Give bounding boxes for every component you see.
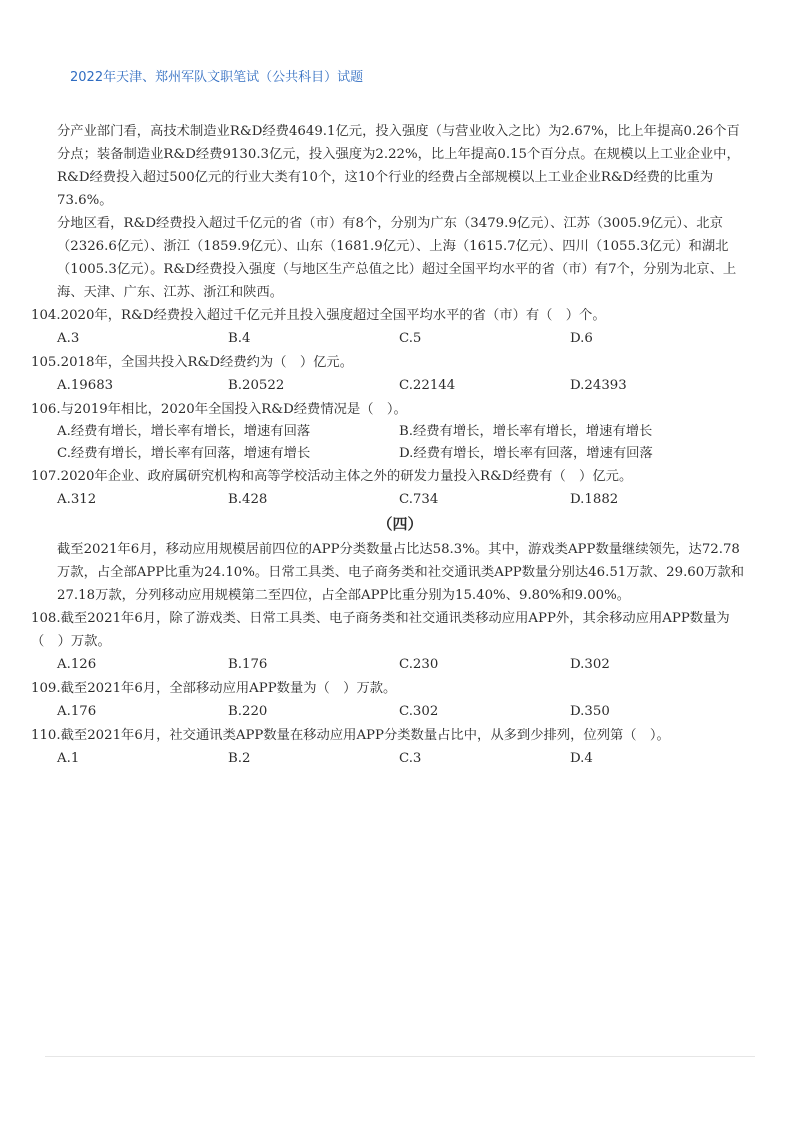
option-a: A.经费有增长，增长率有增长，增速有回落 [57,424,311,439]
option-c: C.230 [399,657,439,672]
section-4-paragraph: 截至2021年6月，移动应用规模居前四位的APP分类数量占比达58.3%。其中，游戏类APP数量继续领先，达72.78万款，占全部APP比重为24.10%。日常工具类、电子商务类和社交通讯类APP数量分别达46.51万款、29.60万款和27.18万款，分列移动应用规模第二至四位，占全部APP比重分别为15.40%、9.80%和9.00%。 [57,542,745,603]
option-d: D.1882 [570,492,619,507]
option-d: D.24393 [570,378,627,393]
option-b: B.428 [228,492,268,507]
option-a: A.19683 [57,378,114,393]
options-106-row-2 [57,443,800,465]
option-a: A.3 [57,331,80,346]
options-109 [57,700,800,724]
option-c: C.22144 [399,378,456,393]
option-a: A.312 [57,492,97,507]
question-104: 104.2020年，R&D经费投入超过千亿元并且投入强度超过全国平均水平的省（市）有（ ）个。 [31,308,606,323]
question-106: 106.与2019年相比，2020年全国投入R&D经费情况是（ ）。 [31,402,407,417]
option-c: C.302 [399,704,439,719]
option-d: D.350 [570,704,610,719]
document-body [0,120,800,771]
option-b: B.176 [228,657,268,672]
question-105: 105.2018年，全国共投入R&D经费约为（ ）亿元。 [31,355,354,370]
options-110 [57,747,800,771]
option-d: D.4 [570,751,593,766]
options-106-row-1 [57,421,800,443]
question-107: 107.2020年企业、政府属研究机构和高等学校活动主体之外的研发力量投入R&D经费有（ ）亿元。 [31,469,633,484]
question-108: 108.截至2021年6月，除了游戏类、日常工具类、电子商务类和社交通讯类移动应用APP外，其余移动应用APP数量为（ ）万款。 [31,611,730,649]
option-c: C.734 [399,492,439,507]
intro-paragraph-2: 分地区看，R&D经费投入超过千亿元的省（市）有8个，分别为广东（3479.9亿元）、江苏（3005.9亿元）、北京（2326.6亿元）、浙江（1859.9亿元）、山东（1681.9亿元）、上海（1615.7亿元）、四川（1055.3亿元）和湖北（1005.3亿元）。R&D经费投入强度（与地区生产总值之比）超过全国平均水平的省（市）有7个，分别为北京、上海、天津、广东、江苏、浙江和陕西。 [57,216,737,300]
option-c: C.5 [399,331,422,346]
option-b: B.4 [228,331,251,346]
footer-divider [45,1056,755,1057]
option-c: C.经费有增长，增长率有回落，增速有增长 [57,446,311,461]
option-b: B.220 [228,704,268,719]
option-c: C.3 [399,751,422,766]
option-d: D.302 [570,657,610,672]
option-b: B.2 [228,751,251,766]
option-b: B.20522 [228,378,285,393]
option-a: A.1 [57,751,80,766]
page-header: 2022年天津、郑州军队文职笔试（公共科目）试题 [70,70,364,85]
option-d: D.6 [570,331,593,346]
option-a: A.126 [57,657,97,672]
question-110: 110.截至2021年6月，社交通讯类APP数量在移动应用APP分类数量占比中，从多到少排列，位列第（ ）。 [31,728,670,743]
option-d: D.经费有增长，增长率有回落，增速有回落 [399,446,653,461]
options-105 [57,374,800,398]
option-a: A.176 [57,704,97,719]
option-b: B.经费有增长，增长率有增长，增速有增长 [399,424,653,439]
intro-paragraph-1: 分产业部门看，高技术制造业R&D经费4649.1亿元，投入强度（与营业收入之比）为2.67%，比上年提高0.26个百分点；装备制造业R&D经费9130.3亿元，投入强度为2.22%，比上年提高0.15个百分点。在规模以上工业企业中，R&D经费投入超过500亿元的行业大类有10个，这10个行业的经费占全部规模以上工业企业R&D经费的比重为73.6%。 [57,124,740,208]
section-title: （四） [377,515,423,533]
options-107 [57,488,800,512]
options-104 [57,327,800,351]
question-109: 109.截至2021年6月，全部移动应用APP数量为（ ）万款。 [31,681,397,696]
options-108 [57,653,800,677]
